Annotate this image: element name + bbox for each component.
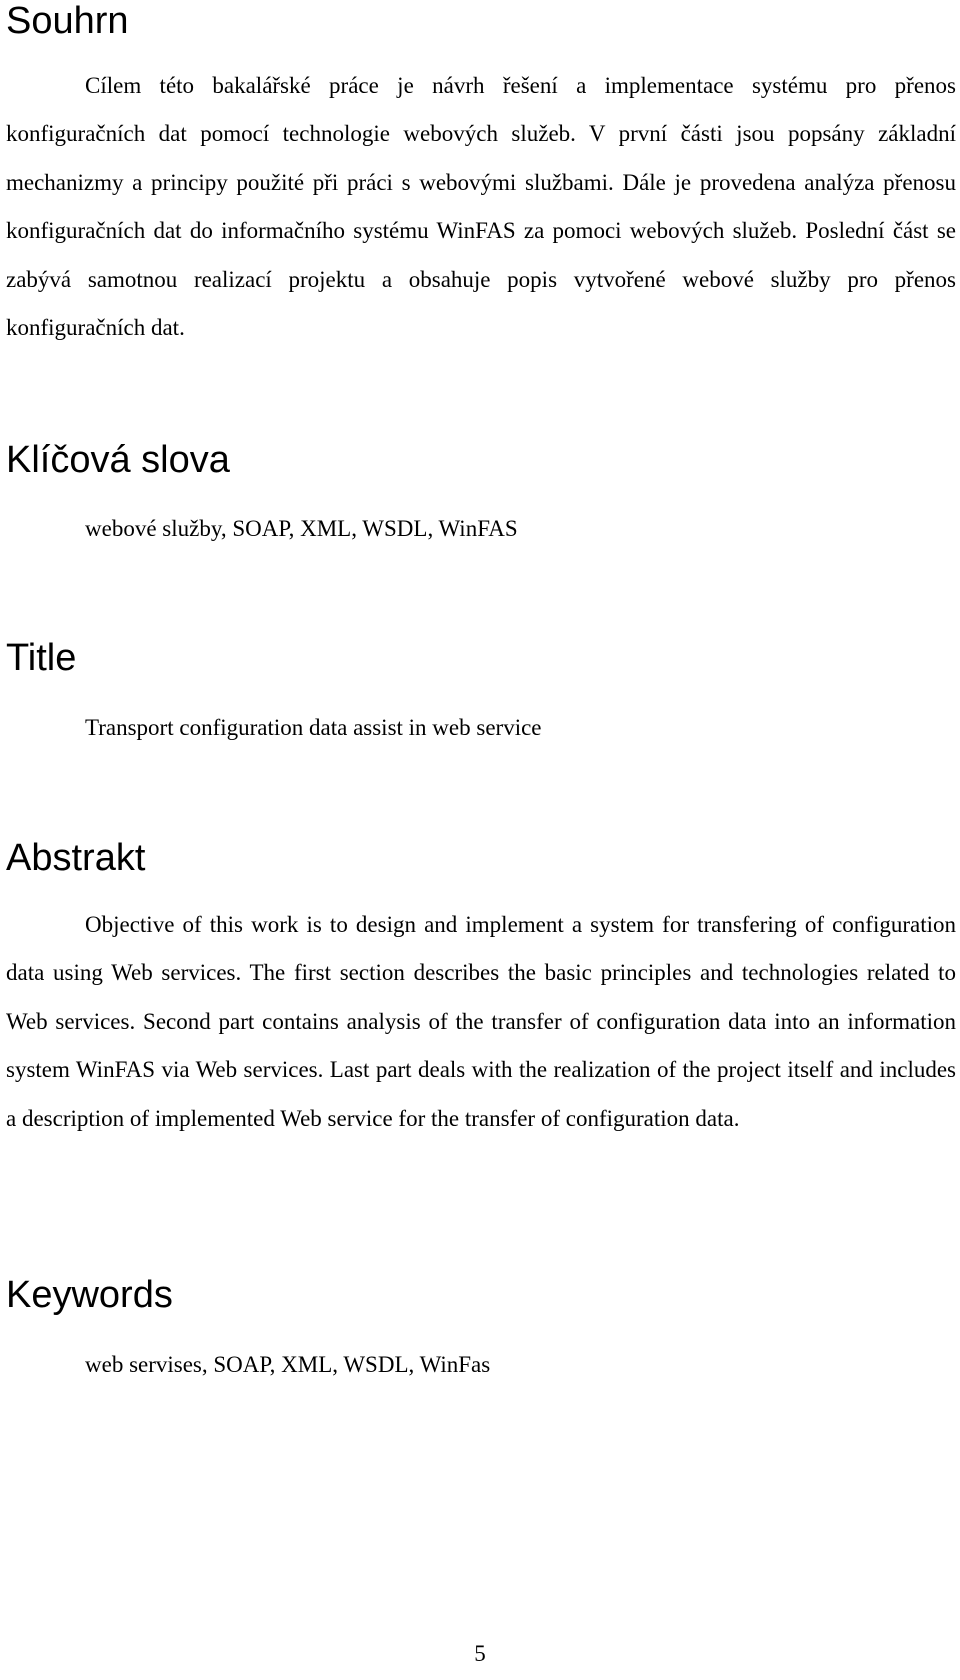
page-number: 5 xyxy=(474,1641,486,1666)
abstrakt-text: Objective of this work is to design and implement a system for transfering of configuration data using Web services. The first section describes the basic principles and technologies related to Web services. Second part contains analysis of the transfer of configuration data into an information system WinFAS via Web services. Last part deals with the realization of the project itself and includes a description of implemented Web service for the transfer of configuration data. xyxy=(6,912,956,1131)
abstrakt-paragraph xyxy=(6,901,956,1143)
klicova-slova-heading: Klíčová slova xyxy=(6,439,230,481)
abstrakt-heading: Abstrakt xyxy=(6,837,146,879)
keywords-text: web servises, SOAP, XML, WSDL, WinFas xyxy=(85,1352,491,1377)
souhrn-paragraph xyxy=(6,62,956,352)
souhrn-text: Cílem této bakalářské práce je návrh řešení a implementace systému pro přenos konfiguračních dat pomocí technologie webových služeb. V první části jsou popsány základní mechanizmy a principy použité při práci s webovými službami. Dále je provedena analýza přenosu konfiguračních dat do informačního systému WinFAS za pomoci webových služeb. Poslední část se zabývá samotnou realizací projektu a obsahuje popis vytvořené webové služby pro přenos konfiguračních dat. xyxy=(6,73,956,341)
keywords-heading: Keywords xyxy=(6,1274,173,1316)
souhrn-heading: Souhrn xyxy=(6,0,129,42)
title-text: Transport configuration data assist in web service xyxy=(85,715,542,740)
title-heading: Title xyxy=(6,637,77,679)
klicova-slova-text: webové služby, SOAP, XML, WSDL, WinFAS xyxy=(85,516,518,541)
